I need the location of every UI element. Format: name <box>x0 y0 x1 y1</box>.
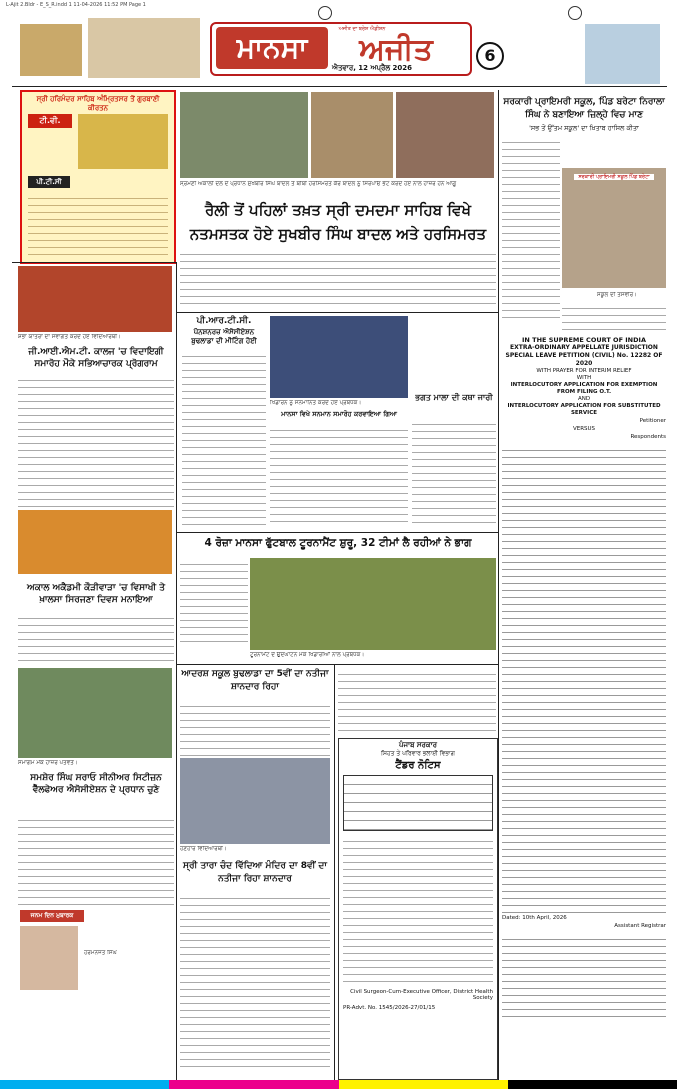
left-body-3 <box>18 814 174 906</box>
notice-footer <box>502 933 666 1023</box>
masthead-city: ਮਾਨਸਾ <box>216 27 328 69</box>
rule <box>12 262 176 263</box>
tender-officer: Civil Surgeon-Cum-Executive Officer, District Health Society <box>350 989 493 1001</box>
masthead <box>210 22 472 76</box>
tender-dept: ਸਿਹਤ ਤੇ ਪਰਿਵਾਰ ਭਲਾਈ ਵਿਭਾਗ <box>381 750 455 757</box>
rule <box>176 532 498 533</box>
registration-mark-icon <box>318 6 332 20</box>
notice-date: Dated: 10th April, 2026 <box>502 915 567 921</box>
ad-title: ਸ੍ਰੀ ਹਰਿਮੰਦਰ ਸਾਹਿਬ ਅੰਮ੍ਰਿਤਸਰ ਤੋਂ ਗੁਰਬਾਣੀ ਕੀਰਤਨ <box>36 95 160 112</box>
slp-with: WITH <box>576 375 592 381</box>
top-photo-caption: ਸ੍ਰੋਮਣੀ ਅਕਾਲੀ ਦਲ ਦੇ ਪ੍ਰਧਾਨ ਸੁਖਬੀਰ ਸਿੰਘ ਬਾਦਲ ਤੇ ਬੀਬੀ ਹਰਸਿਮਰਤ ਕੌਰ ਬਾਦਲ ਨੂੰ ਸਿਰੋਪਾਓ ਭੇਟ ਕਰਦੇ ਹੋਏ ਨਾਲ ਹਾਜ਼ਰ ਹਨ ਆਗੂ <box>180 181 457 187</box>
masthead-date: ਐਤਵਾਰ, 12 ਅਪ੍ਰੈਲ 2026 <box>332 64 413 72</box>
respondents-list <box>502 444 666 914</box>
football-caption: ਟੂਰਨਾਮੈਂਟ ਦੇ ਉਦਘਾਟਨ ਮੌਕੇ ਖਿਡਾਰੀਆਂ ਨਾਲ ਪ੍ਰਬੰਧਕ। <box>250 652 365 658</box>
school-board: ਸਰਕਾਰੀ ਪ੍ਰਾਇਮਰੀ ਸਕੂਲ ਪਿੰਡ ਬਰੇਟਾ <box>574 174 654 180</box>
bhagat-body <box>412 418 496 528</box>
slp-ia2: INTERLOCUTORY APPLICATION FOR SUBSTITUTED SERVICE <box>507 403 661 416</box>
honour-photo <box>270 316 408 398</box>
respondents-label: Respondents <box>630 434 666 440</box>
top-photo-1 <box>180 92 308 178</box>
school-gate-photo <box>562 168 666 288</box>
court-name: IN THE SUPREME COURT OF INDIA <box>522 336 646 344</box>
tara-headline: ਸ੍ਰੀ ਤਾਰਾ ਚੰਦ ਵਿੱਦਿਆ ਮੰਦਿਰ ਦਾ 8ਵੀਂ ਦਾ ਨਤੀਜਾ ਰਿਹਾ ਸ਼ਾਨਦਾਰ <box>183 861 327 884</box>
school-photo-caption: ਸਕੂਲ ਦੀ ਤਸਵੀਰ। <box>597 292 637 298</box>
left-photo-2 <box>18 510 172 574</box>
school-headline: ਆਦਰਸ਼ ਸਕੂਲ ਬੁਢਲਾਡਾ ਦਾ 5ਵੀਂ ਦਾ ਨਤੀਜਾ ਸ਼ਾਨਦਾਰ ਰਿਹਾ <box>181 669 329 692</box>
ad-text-lines <box>28 192 168 256</box>
left-headline-2: ਅਕਾਲ ਅਕੈਡਮੀ ਕੌੜੀਵਾੜਾ 'ਚ ਵਿਸਾਖੀ ਤੇ ਖ਼ਾਲਸਾ ਸਿਰਜਣਾ ਦਿਵਸ ਮਨਾਇਆ <box>26 583 166 605</box>
middle-headline-mid: ਮਾਨਸਾ ਵਿਖੇ ਸਨਮਾਨ ਸਮਾਰੋਹ ਕਰਵਾਇਆ ਗਿਆ <box>281 410 397 418</box>
ad-badge: ਟੀ.ਵੀ. <box>28 114 72 128</box>
supreme-court-notice <box>502 336 666 1078</box>
football-team-photo <box>250 558 496 650</box>
tender-table <box>343 775 493 831</box>
middle-body-1 <box>182 350 266 528</box>
ad-golden-temple-image <box>78 114 168 169</box>
header-photo-gurdwara <box>585 24 660 84</box>
masthead-rule <box>12 86 667 87</box>
header-photo-building <box>88 18 200 78</box>
right-top-subheadline: 'ਸਭ ਤੋਂ ਉੱਤਮ ਸਕੂਲ' ਦਾ ਖ਼ਿਤਾਬ ਹਾਸਿਲ ਕੀਤਾ <box>529 124 639 132</box>
versus-label: VERSUS <box>572 426 596 432</box>
tender-gov: ਪੰਜਾਬ ਸਰਕਾਰ <box>398 741 437 749</box>
print-color-bar <box>0 1080 677 1089</box>
birthday-child-photo <box>20 926 78 990</box>
notice-signatory: Assistant Registrar <box>614 923 666 929</box>
right-top-headline: ਸਰਕਾਰੀ ਪ੍ਰਾਇਮਰੀ ਸਕੂਲ, ਪਿੰਡ ਬਰੇਟਾ ਨਿਰਾਲਾ ਸਿੰਘ ਨੇ ਬਣਾਇਆ ਜ਼ਿਲ੍ਹੇ ਵਿਚ ਮਾਣ <box>503 97 665 120</box>
slp-prayer: WITH PRAYER FOR INTERIM RELIEF <box>536 368 632 374</box>
rule <box>176 664 498 665</box>
left-headline-3: ਸਮਸ਼ੇਰ ਸਿੰਘ ਸਰਾਓ ਸੀਨੀਅਰ ਸਿਟੀਜ਼ਨ ਵੈੱਲਫੇਅਰ ਐਸੋਸੀਏਸ਼ਨ ਦੇ ਪ੍ਰਧਾਨ ਚੁਣੇ <box>30 773 162 795</box>
left-caption-2: ਸਮਾਗਮ ਮੌਕੇ ਹਾਜ਼ਰ ਪਤਵੰਤੇ। <box>18 760 78 766</box>
school-body <box>180 700 330 756</box>
tender-title: ਟੈਂਡਰ ਨੋਟਿਸ <box>395 760 441 771</box>
honour-photo-caption: ਖਿਡਾਰਨ ਨੂੰ ਸਨਮਾਨਿਤ ਕਰਦੇ ਹੋਏ ਪ੍ਰਬੰਧਕ। <box>270 400 362 406</box>
middle-body-3 <box>338 668 496 734</box>
ad-channel-label: ਪੀ.ਟੀ.ਸੀ <box>28 176 70 188</box>
tara-body <box>180 892 330 1072</box>
top-story-body <box>180 248 496 310</box>
football-body <box>180 558 248 648</box>
masthead-paper: ਅਜੀਤ <box>359 32 433 67</box>
bhagat-headline: ਭਗਤ ਮਾਲਾ ਦੀ ਕਥਾ ਜਾਰੀ <box>415 393 493 402</box>
slp-and: AND <box>577 396 591 402</box>
header-photo-left <box>20 24 82 76</box>
right-top-body <box>502 136 560 322</box>
tender-body <box>343 835 493 985</box>
page-number: 6 <box>476 42 504 70</box>
left-body-2 <box>18 612 174 664</box>
print-info-strip: L-Ajit 2.Bldr - E_S_R.indd 1 11-04-2026 11:52 PM Page 1 <box>6 2 146 8</box>
left-body-1 <box>18 374 174 510</box>
column-rule <box>334 664 335 1080</box>
registration-mark-icon <box>568 6 582 20</box>
school-caption: ਹੋਣਹਾਰ ਵਿਦਿਆਰਥੀ। <box>180 846 227 852</box>
birthday-caption: ਹਰਮਨਜੋਤ ਸਿੰਘ <box>84 950 117 956</box>
tender-notice <box>338 738 498 1080</box>
kicker: ਪੀ.ਆਰ.ਟੀ.ਸੀ. <box>196 316 252 326</box>
football-headline: 4 ਰੋਜ਼ਾ ਮਾਨਸਾ ਫੁੱਟਬਾਲ ਟੂਰਨਾਮੈਂਟ ਸ਼ੁਰੂ, 32 ਟੀਮਾਂ ਲੈ ਰਹੀਆਂ ਨੇ ਭਾਗ <box>204 537 472 549</box>
slp-ia1: INTERLOCUTORY APPLICATION FOR EXEMPTION FROM FILING O.T. <box>510 382 658 395</box>
left-caption-1: ਸ਼ੋਭਾ ਯਾਤਰਾ ਦਾ ਸਵਾਗਤ ਕਰਦੇ ਹੋਏ ਵਿਦਿਆਰਥੀ। <box>18 334 121 340</box>
middle-headline-small: ਪੈਨਸ਼ਨਰਜ਼ ਐਸੋਸੀਏਸ਼ਨ ਬੁਢਲਾਡਾ ਦੀ ਮੀਟਿੰਗ ਹੋਈ <box>191 328 257 345</box>
column-rule <box>498 90 499 1080</box>
court-jurisdiction: EXTRA-ORDINARY APPELLATE JURISDICTION <box>510 344 658 351</box>
left-photo-3 <box>18 668 172 758</box>
ad-gurbani-tv <box>20 90 176 264</box>
top-photo-2 <box>311 92 393 178</box>
rule <box>176 312 498 313</box>
slp-number: SPECIAL LEAVE PETITION (CIVIL) No. 12282 OF 2020 <box>505 352 663 367</box>
school-students-photo <box>180 758 330 844</box>
left-headline-1: ਜੀ.ਆਈ.ਐਮ.ਟੀ. ਕਾਲਜ 'ਚ ਵਿਦਾਇਗੀ ਸਮਾਰੋਹ ਮੌਕੇ ਸਭਿਆਚਾਰਕ ਪ੍ਰੋਗਰਾਮ <box>28 347 164 369</box>
masthead-tagline: ਅਜੀਤ ਦਾ ਬਰੇਸ਼ ਐਡੀਸ਼ਨ <box>338 26 386 32</box>
tender-advt-no: PR-Advt. No. 1545/2026-27/01/15 <box>343 1005 436 1011</box>
petitioner-label: Petitioner <box>639 418 666 424</box>
right-top-body-2 <box>562 302 666 334</box>
column-rule <box>176 262 177 1080</box>
left-photo-1 <box>18 266 172 332</box>
birthday-title: ਜਨਮ ਦਿਨ ਮੁਬਾਰਕ <box>20 910 84 922</box>
top-headline: ਰੈਲੀ ਤੋਂ ਪਹਿਲਾਂ ਤਖ਼ਤ ਸ੍ਰੀ ਦਮਦਮਾ ਸਾਹਿਬ ਵਿਖੇ ਨਤਮਸਤਕ ਹੋਏ ਸੁਖਬੀਰ ਸਿੰਘ ਬਾਦਲ ਅਤੇ ਹਰਸਿਮਰਤ <box>189 201 487 243</box>
middle-body-2 <box>270 424 408 528</box>
top-photo-3 <box>396 92 494 178</box>
